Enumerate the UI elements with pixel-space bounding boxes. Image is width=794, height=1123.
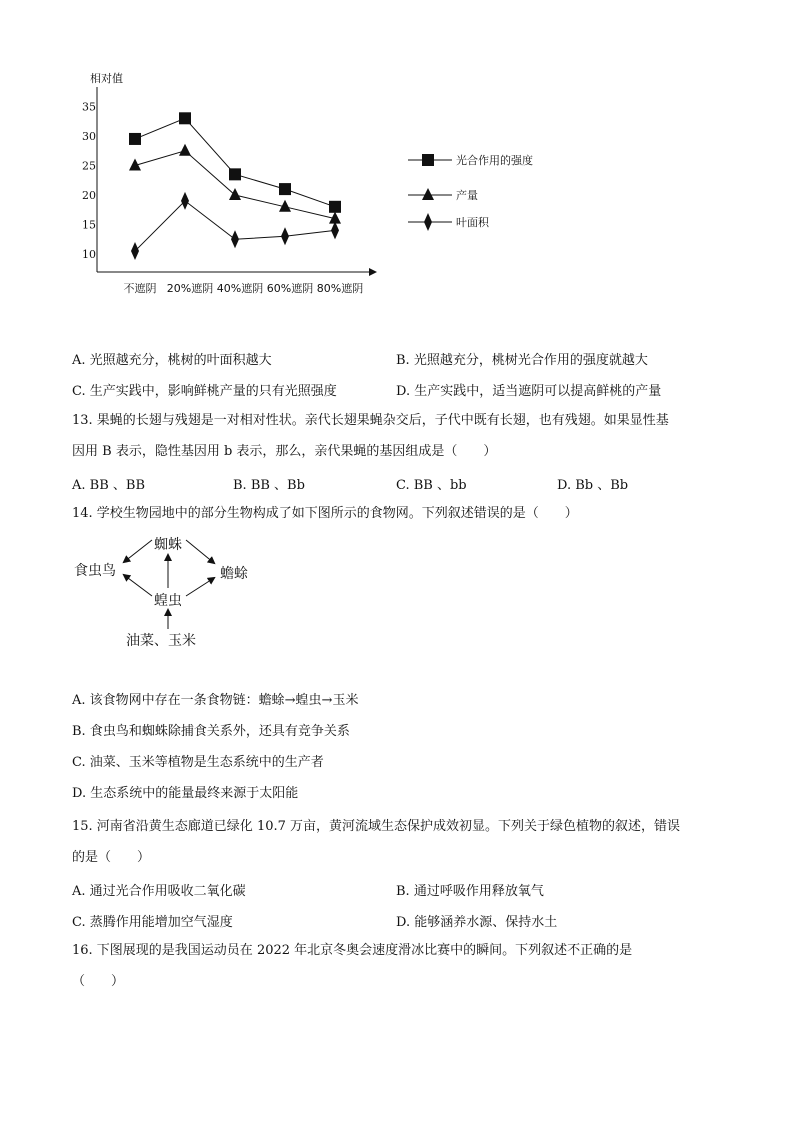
y-tick-label: 20 xyxy=(82,189,96,202)
q14-option-b[interactable]: B. 食虫鸟和蜘蛛除捕食关系外，还具有竞争关系 xyxy=(72,724,350,739)
y-axis-label: 相对值 xyxy=(90,72,123,85)
q15-option-a[interactable]: A. 通过光合作用吸收二氧化碳 xyxy=(72,884,246,899)
data-point-diamond xyxy=(231,230,239,248)
legend-label: 叶面积 xyxy=(456,216,489,229)
arrow-spider-to-bird xyxy=(124,540,152,562)
q15-option-d[interactable]: D. 能够涵养水源、保持水土 xyxy=(396,915,558,930)
y-tick-label: 35 xyxy=(82,100,96,114)
x-tick-label: 80%遮阴 xyxy=(316,282,364,295)
data-point-square xyxy=(279,183,291,195)
x-tick-label: 不遮阴 xyxy=(123,282,157,295)
series-line-triangle xyxy=(135,151,335,219)
q16-stem-line2: （ ） xyxy=(72,974,125,989)
q13-option-d[interactable]: D. Bb 、Bb xyxy=(557,478,629,493)
q12-option-a[interactable]: A. 光照越充分，桃树的叶面积越大 xyxy=(72,353,272,368)
food-web-spider: 蜘蛛 xyxy=(154,537,182,553)
legend-marker-triangle xyxy=(422,188,434,200)
q15-option-c[interactable]: C. 蒸腾作用能增加空气湿度 xyxy=(72,915,233,930)
legend-label: 光合作用的强度 xyxy=(456,154,533,167)
y-tick-label: 15 xyxy=(82,218,96,232)
q14-stem: 14. 学校生物园地中的部分生物构成了如下图所示的食物网。下列叙述错误的是（ ） xyxy=(72,506,578,521)
q12-option-c[interactable]: C. 生产实践中，影响鲜桃产量的只有光照强度 xyxy=(72,384,337,399)
arrow-spider-to-toad xyxy=(186,540,214,563)
q16-stem-line1: 16. 下图展现的是我国运动员在 2022 年北京冬奥会速度滑冰比赛中的瞬间。下列叙述不正确的是 xyxy=(72,943,633,958)
data-point-triangle xyxy=(179,144,191,156)
data-point-diamond xyxy=(131,242,139,260)
chart-canvas xyxy=(70,60,570,310)
line-chart xyxy=(70,60,570,310)
food-web-locust: 蝗虫 xyxy=(154,593,182,609)
q13-stem-line2: 因用 B 表示，隐性基因用 b 表示，那么，亲代果蝇的基因组成是（ ） xyxy=(72,444,497,459)
q15-option-b[interactable]: B. 通过呼吸作用释放氧气 xyxy=(396,884,544,899)
q14-option-d[interactable]: D. 生态系统中的能量最终来源于太阳能 xyxy=(72,786,299,801)
food-web-plants: 油菜、玉米 xyxy=(126,633,196,649)
data-point-triangle xyxy=(229,188,241,200)
data-point-diamond xyxy=(181,192,189,210)
q15-stem-line1: 15. 河南省沿黄生态廊道已绿化 10.7 万亩，黄河流域生态保护成效初显。下列关于绿色植物的叙述，错误 xyxy=(72,819,681,834)
q14-option-c[interactable]: C. 油菜、玉米等植物是生态系统中的生产者 xyxy=(72,755,324,770)
data-point-square xyxy=(179,112,191,124)
q14-option-a[interactable]: A. 该食物网中存在一条食物链：蟾蜍→蝗虫→玉米 xyxy=(72,693,359,708)
q13-option-a[interactable]: A. BB 、BB xyxy=(72,478,145,493)
arrow-locust-to-bird xyxy=(124,575,152,596)
x-tick-label: 40%遮阴 xyxy=(216,282,264,295)
data-point-square xyxy=(329,201,341,213)
data-point-square xyxy=(229,168,241,180)
data-point-diamond xyxy=(281,227,289,245)
data-point-diamond xyxy=(331,221,339,239)
y-tick-label: 30 xyxy=(82,130,96,143)
q15-stem-line2: 的是（ ） xyxy=(72,850,151,865)
food-web-toad: 蟾蜍 xyxy=(220,566,248,582)
q12-option-d[interactable]: D. 生产实践中，适当遮阴可以提高鲜桃的产量 xyxy=(396,384,662,399)
q13-option-b[interactable]: B. BB 、Bb xyxy=(233,478,305,493)
q12-option-b[interactable]: B. 光照越充分，桃树光合作用的强度就越大 xyxy=(396,353,648,368)
y-tick-label: 25 xyxy=(82,159,96,173)
x-tick-label: 20%遮阴 xyxy=(166,282,214,295)
arrow-locust-to-toad xyxy=(186,578,214,596)
legend-marker-square xyxy=(422,154,434,166)
x-tick-label: 60%遮阴 xyxy=(266,282,314,295)
q13-option-c[interactable]: C. BB 、bb xyxy=(396,478,467,493)
legend-marker-diamond xyxy=(424,213,432,231)
food-web-insectivorous-bird: 食虫鸟 xyxy=(74,563,116,579)
data-point-square xyxy=(129,133,141,145)
food-web-diagram xyxy=(60,528,280,658)
legend-label: 产量 xyxy=(456,189,478,202)
y-tick-label: 10 xyxy=(82,248,96,261)
q13-stem-line1: 13. 果蝇的长翅与残翅是一对相对性状。亲代长翅果蝇杂交后，子代中既有长翅，也有残翅。如果显性基 xyxy=(72,413,669,428)
